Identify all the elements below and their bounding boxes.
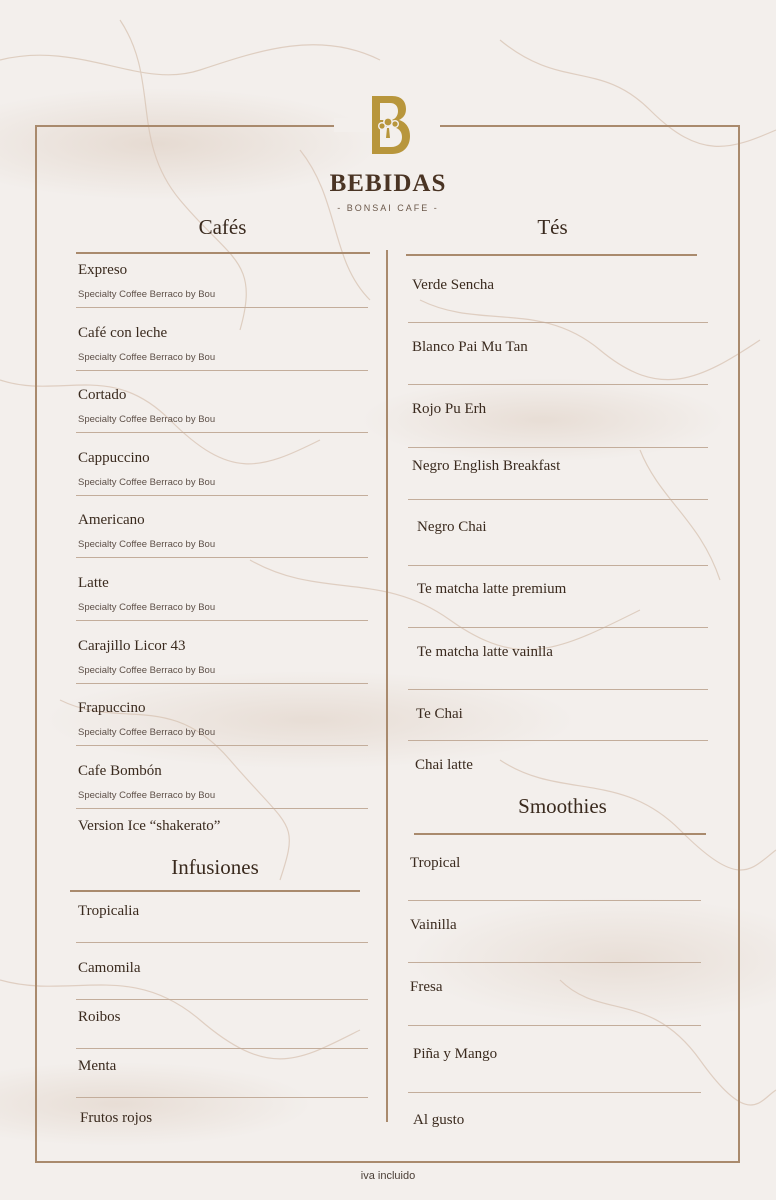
infusion-item-rule (76, 1048, 368, 1049)
cafe-item-desc: Specialty Coffee Berraco by Bou (78, 664, 216, 676)
cafe-item-rule (76, 495, 368, 496)
cafe-item-rule (76, 683, 368, 684)
tea-item-name: Te matcha latte premium (417, 581, 567, 597)
tea-item-rule (408, 447, 708, 448)
tea-item-rule (408, 627, 708, 628)
cafe-item-desc: Specialty Coffee Berraco by Bou (78, 351, 216, 363)
smoothie-item-rule (408, 1025, 701, 1026)
cafes-note: Version Ice “shakerato” (78, 818, 221, 834)
cafe-item-rule (76, 432, 368, 433)
infusion-item-name: Roibos (78, 1009, 121, 1025)
smoothie-item-name: Vainilla (410, 917, 457, 933)
tea-item-name: Verde Sencha (412, 277, 495, 293)
cafe-item-name: Frapuccino (78, 700, 146, 717)
column-divider (386, 250, 388, 1122)
cafe-item-name: Cortado (78, 387, 127, 404)
cafe-item-desc: Specialty Coffee Berraco by Bou (78, 289, 216, 300)
infusion-item-name: Frutos rojos (80, 1110, 153, 1126)
cafe-item-desc: Specialty Coffee Berraco by Bou (78, 727, 216, 739)
section-rule-infusiones (70, 890, 360, 892)
page-subtitle: - BONSAI CAFE - (337, 203, 439, 213)
section-rule-cafes (76, 252, 370, 254)
cafe-item-rule (76, 808, 368, 809)
bonsai-b-logo-icon (368, 94, 412, 156)
infusion-item-rule (76, 999, 368, 1000)
tea-item-name: Te matcha latte vainlla (417, 644, 553, 660)
tea-item-rule (408, 689, 708, 690)
infusion-item-rule (76, 1097, 368, 1098)
smoothie-item-name: Fresa (410, 979, 443, 995)
footer-note: iva incluido (360, 1170, 416, 1182)
cafe-item-desc: Specialty Coffee Berraco by Bou (78, 539, 216, 551)
cafe-item-name: Expreso (78, 262, 128, 278)
smoothie-item-rule (408, 1092, 701, 1093)
smoothie-item-name: Piña y Mango (413, 1046, 498, 1062)
tea-item-name: Blanco Pai Mu Tan (412, 339, 528, 355)
infusion-item-name: Camomila (78, 960, 141, 976)
smoothie-item-name: Al gusto (413, 1112, 465, 1128)
cafe-item-desc: Specialty Coffee Berraco by Bou (78, 414, 216, 426)
cafe-item-desc: Specialty Coffee Berraco by Bou (78, 602, 216, 613)
cafe-item-name: Carajillo Licor 43 (78, 637, 186, 654)
cafe-item-rule (76, 745, 368, 746)
section-rule-tes (406, 254, 697, 256)
tea-item-name: Negro English Breakfast (412, 458, 561, 474)
infusion-item-name: Menta (78, 1058, 117, 1074)
section-title-tes: Tés (537, 215, 568, 239)
tea-item-name: Rojo Pu Erh (412, 401, 487, 417)
cafe-item-name: Americano (78, 512, 145, 529)
infusion-item-name: Tropicalia (78, 903, 140, 919)
tea-item-name: Chai latte (415, 757, 473, 773)
tea-item-rule (408, 740, 708, 741)
section-title-infusiones: Infusiones (171, 855, 259, 879)
tea-item-name: Te Chai (416, 706, 463, 722)
page-title: BEBIDAS (329, 170, 447, 197)
tea-item-rule (408, 565, 708, 566)
tea-item-rule (408, 322, 708, 323)
cafe-item-name: Cafe Bombón (78, 762, 162, 779)
cafe-item-desc: Specialty Coffee Berraco by Bou (78, 789, 216, 801)
cafe-item-name: Café con leche (78, 324, 168, 341)
cafe-item-rule (76, 620, 368, 621)
cafe-item-rule (76, 370, 368, 371)
smoothie-item-name: Tropical (410, 855, 461, 871)
section-title-smoothies: Smoothies (518, 794, 607, 818)
smoothie-item-rule (408, 900, 701, 901)
cafe-item-rule (76, 307, 368, 308)
smoothie-item-rule (408, 962, 701, 963)
cafe-item-desc: Specialty Coffee Berraco by Bou (78, 476, 216, 488)
cafe-item-name: Cappuccino (78, 449, 150, 466)
cafe-item-rule (76, 557, 368, 558)
section-rule-smoothies (414, 833, 706, 835)
section-title-cafes: Cafés (198, 215, 247, 239)
tea-item-rule (408, 384, 708, 385)
infusion-item-rule (76, 942, 368, 943)
cafe-item-name: Latte (78, 575, 109, 591)
tea-item-name: Negro Chai (417, 519, 487, 535)
tea-item-rule (408, 499, 708, 500)
